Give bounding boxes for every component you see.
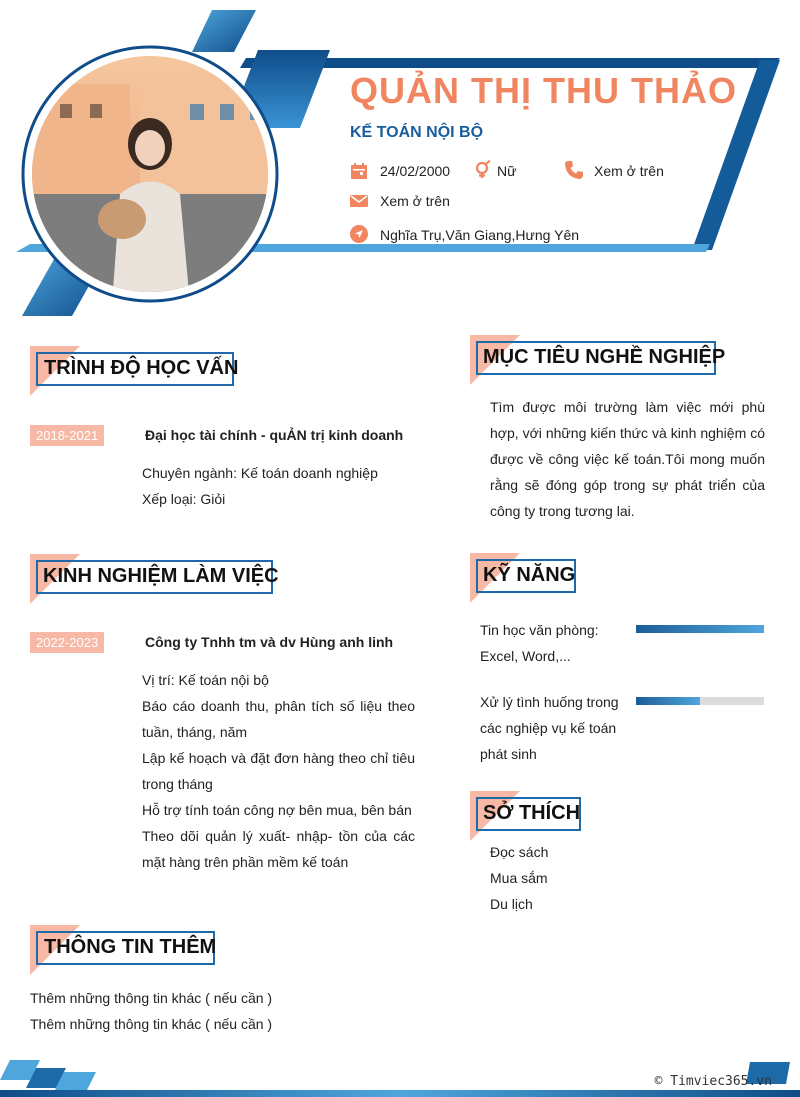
extra-line: Thêm những thông tin khác ( nếu cần ): [30, 990, 273, 1006]
watermark: © Timviec365.vn: [654, 1074, 772, 1089]
skill-bar: [636, 697, 764, 705]
experience-duty: Theo dõi quản lý xuất- nhập- tồn của các mặt hàng trên phần mềm kế toán: [142, 828, 415, 870]
phone-icon: [564, 160, 584, 180]
experience-duty: Hỗ trợ tính toán công nợ bên mua, bên bán: [142, 802, 412, 818]
email-icon: [350, 192, 368, 210]
experience-company: Công ty Tnhh tm và dv Hùng anh linh: [145, 634, 394, 650]
hobby-item: Du lịch: [490, 896, 533, 912]
skill-bar-fill: [636, 697, 700, 705]
location-icon: [350, 225, 368, 243]
address: Nghĩa Trụ,Văn Giang,Hưng Yên: [380, 227, 580, 243]
education-title: TRÌNH ĐỘ HỌC VẤN: [44, 357, 239, 379]
experience-years: 2022-2023: [30, 632, 104, 653]
skill-bar-fill: [636, 625, 764, 633]
objective-title: MỤC TIÊU NGHỀ NGHIỆP: [483, 346, 726, 368]
experience-duty: Báo cáo doanh thu, phân tích số liệu theo tuần, tháng, năm: [142, 698, 415, 740]
experience-title: KINH NGHIỆM LÀM VIỆC: [43, 565, 279, 587]
objective-text: Tìm được môi trường làm việc mới phù hợp, với những kiến thức và kinh nghiệm có được về công việc kế toán.Tôi mong muốn rằng sẽ đóng góp trong sự phát triển của công ty trong tương lai.: [490, 399, 765, 519]
extra-title: THÔNG TIN THÊM: [44, 936, 217, 958]
birthdate: 24/02/2000: [380, 163, 451, 179]
job-position: KẾ TOÁN NỘI BỘ: [350, 124, 484, 141]
skill-name: Tin học văn phòng: Excel, Word,...: [480, 622, 599, 664]
hobby-item: Đọc sách: [490, 844, 549, 860]
gender: Nữ: [497, 163, 517, 179]
avatar: [20, 44, 280, 304]
education-years: 2018-2021: [30, 425, 104, 446]
skill-name: Xử lý tình huống trong các nghiệp vụ kế toán phát sinh: [480, 694, 619, 762]
gender-icon: [474, 160, 492, 178]
extra-line: Thêm những thông tin khác ( nếu cần ): [30, 1016, 273, 1032]
experience-role: Vị trí: Kế toán nội bộ: [142, 672, 269, 688]
education-major: Chuyên ngành: Kế toán doanh nghiệp: [142, 465, 378, 481]
skills-title: KỸ NĂNG: [483, 564, 576, 586]
calendar-icon: [350, 162, 368, 180]
phone: Xem ở trên: [594, 163, 664, 179]
hobby-item: Mua sắm: [490, 870, 548, 886]
email: Xem ở trên: [380, 193, 450, 209]
hobbies-title: SỞ THÍCH: [483, 802, 581, 824]
education-grade: Xếp loại: Giỏi: [142, 491, 226, 507]
education-school: Đại học tài chính - quẢN trị kinh doanh: [145, 427, 404, 443]
candidate-name: QUẢN THỊ THU THẢO: [350, 70, 737, 111]
experience-duty: Lập kế hoạch và đặt đơn hàng theo chỉ tiêu trong tháng: [142, 750, 415, 792]
skill-bar: [636, 625, 764, 633]
